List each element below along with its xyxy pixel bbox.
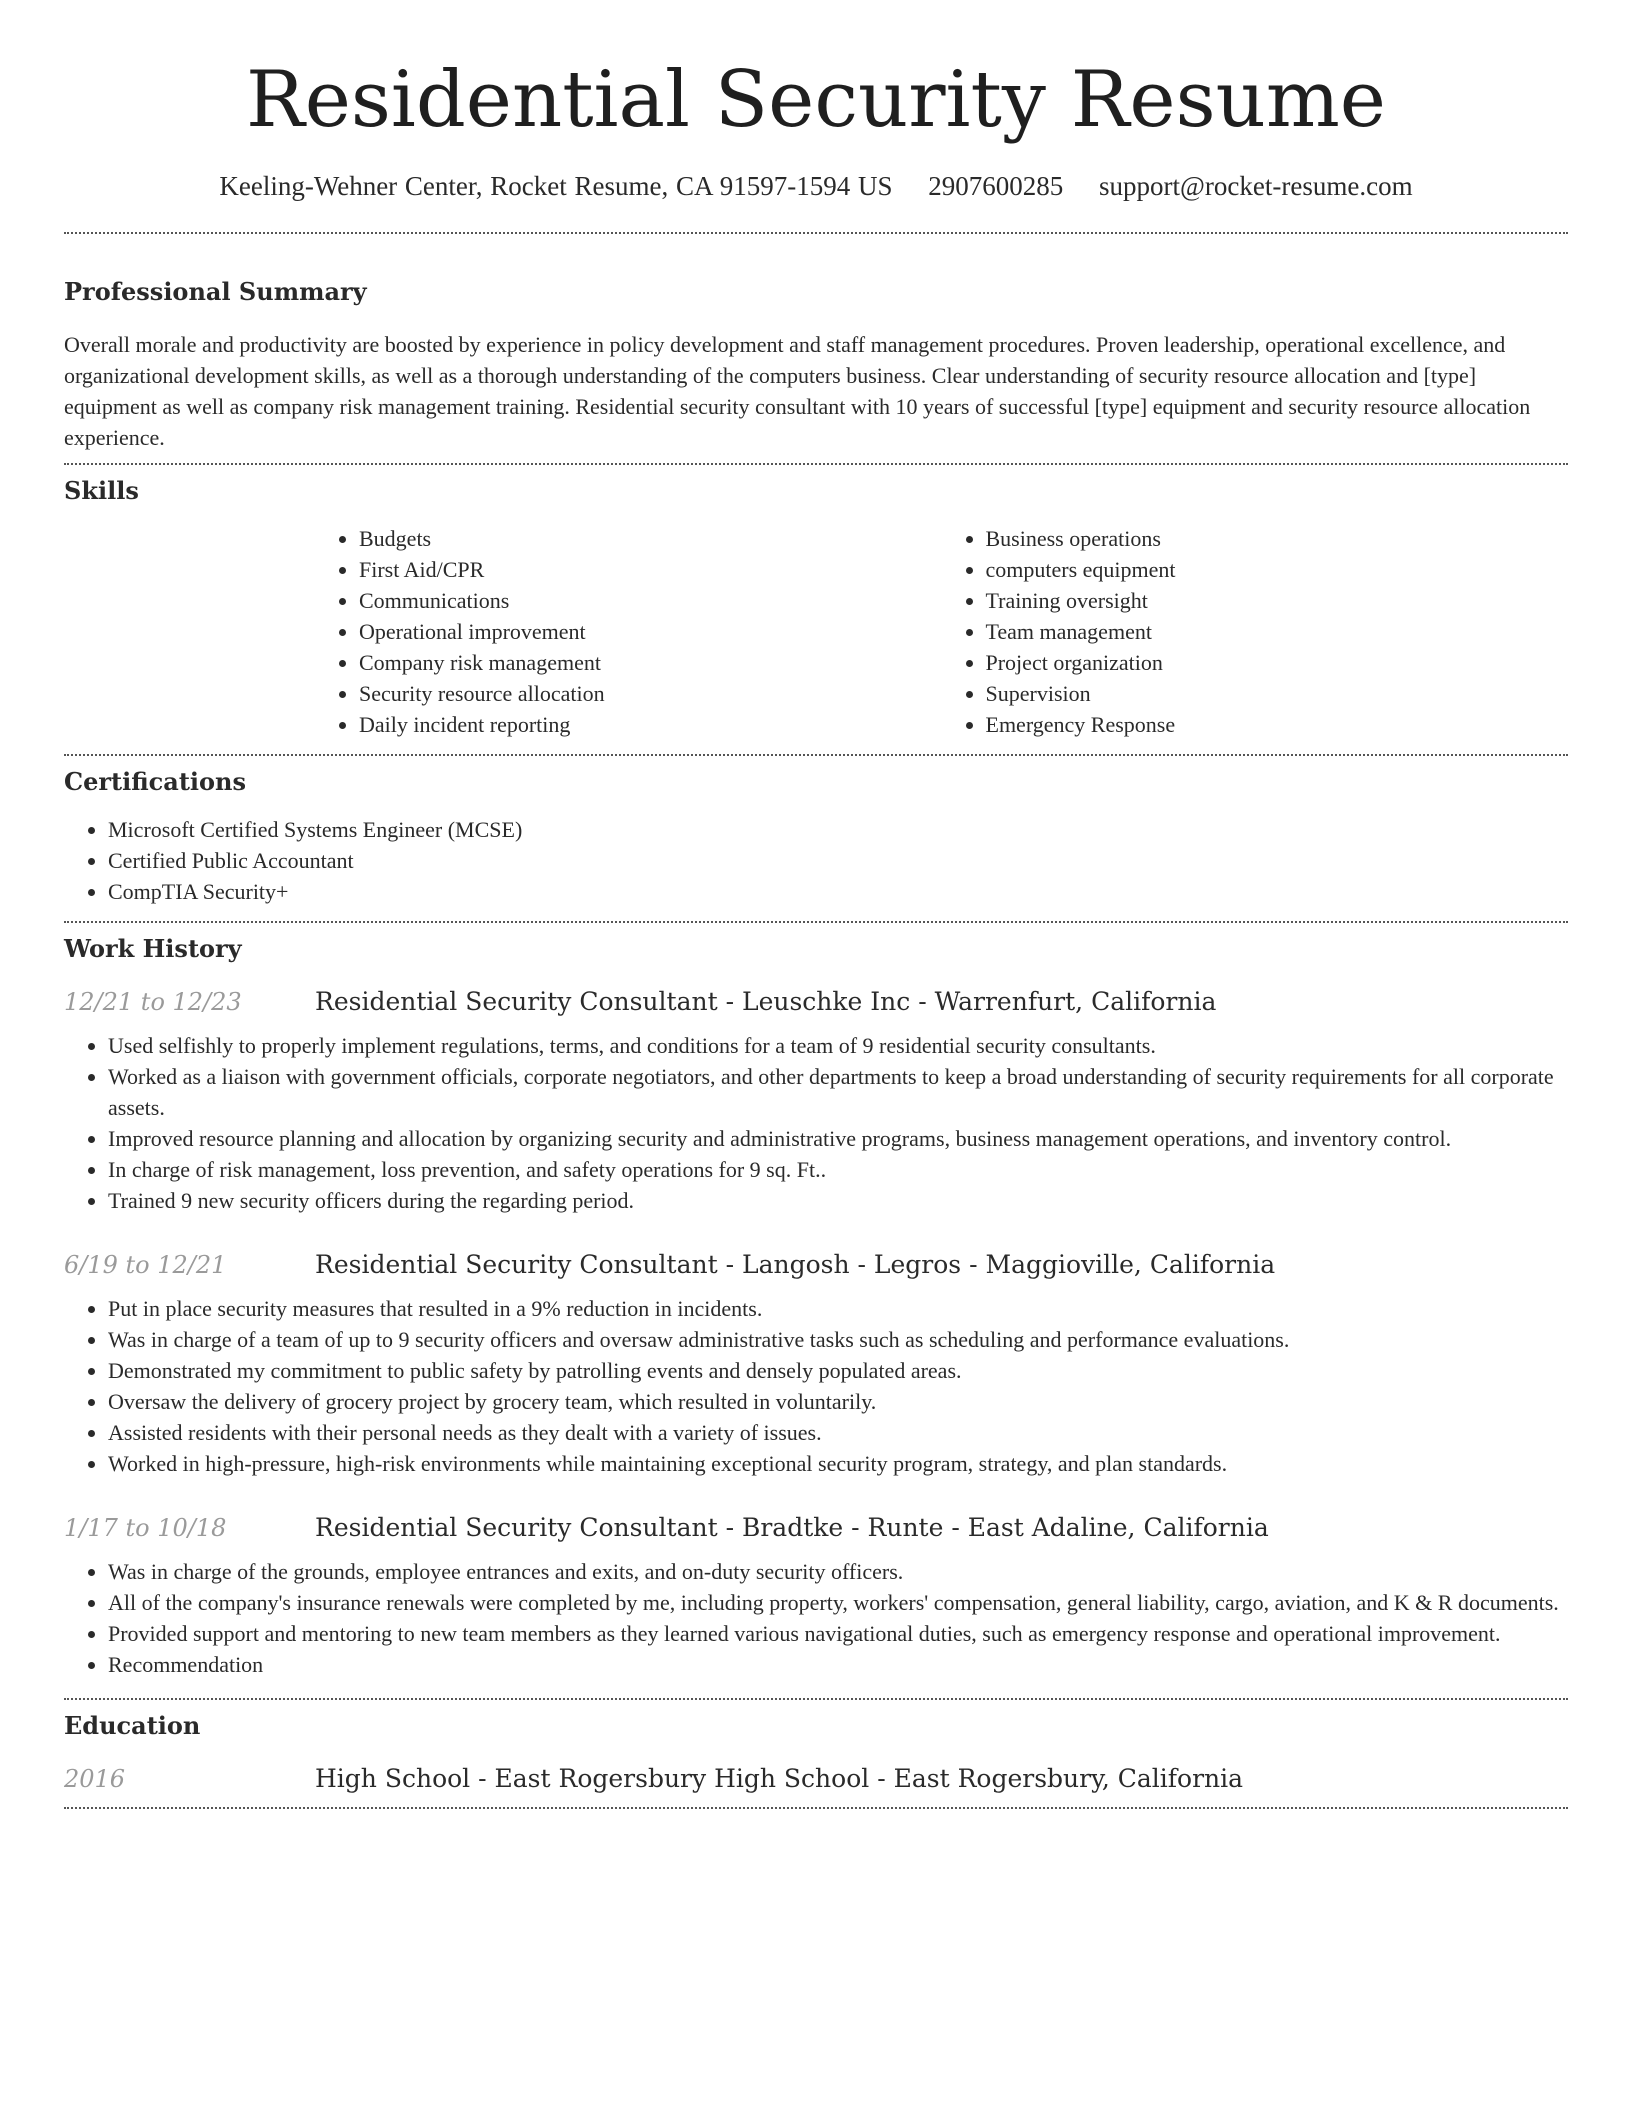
- skill-item: • Communications: [359, 585, 942, 616]
- education-title: High School - East Rogersbury High School - East Rogersbury, California: [315, 1764, 1244, 1793]
- job-entry: [64, 987, 1568, 1216]
- section-title-summary: Professional Summary: [64, 277, 367, 306]
- resume-title: Residential Security Resume: [246, 55, 1386, 145]
- job-bullet: • Demonstrated my commitment to public safety by patrolling events and densely populated areas.: [108, 1355, 1568, 1386]
- skill-item: • Emergency Response: [986, 709, 1569, 740]
- skills-list-right: [942, 523, 1569, 740]
- skill-item: • Daily incident reporting: [359, 709, 942, 740]
- job-date: 12/21 to 12/23: [64, 988, 242, 1016]
- skill-item: • Training oversight: [986, 585, 1569, 616]
- section-title-education: Education: [64, 1711, 201, 1740]
- certification-item: • Certified Public Accountant: [108, 845, 1568, 876]
- contact-address: Keeling-Wehner Center, Rocket Resume, CA 91597-1594 US: [219, 171, 893, 201]
- job-bullet: • Used selfishly to properly implement regulations, terms, and conditions for a team of 9 residential security consultants.: [108, 1030, 1568, 1061]
- job-bullets: [64, 1293, 1568, 1479]
- skill-item: • Company risk management: [359, 647, 942, 678]
- job-bullet: • In charge of risk management, loss prevention, and safety operations for 9 sq. Ft..: [108, 1154, 1568, 1185]
- divider: [64, 921, 1568, 923]
- job-header: [64, 987, 1568, 1016]
- section-title-skills: Skills: [64, 476, 139, 505]
- skill-item: • First Aid/CPR: [359, 554, 942, 585]
- job-bullet: • Assisted residents with their personal needs as they dealt with a variety of issues.: [108, 1417, 1568, 1448]
- skill-item: • Project organization: [986, 647, 1569, 678]
- job-bullet: • Put in place security measures that resulted in a 9% reduction in incidents.: [108, 1293, 1568, 1324]
- job-bullets: [64, 1556, 1568, 1680]
- certifications-list: [64, 814, 1568, 907]
- contact-line: [64, 170, 1568, 202]
- job-header: [64, 1250, 1568, 1279]
- skill-item: • computers equipment: [986, 554, 1569, 585]
- job-header: [64, 1513, 1568, 1542]
- skill-item: • Budgets: [359, 523, 942, 554]
- job-bullets: [64, 1030, 1568, 1216]
- certification-item: • CompTIA Security+: [108, 876, 1568, 907]
- job-bullet: • Was in charge of the grounds, employee entrances and exits, and on-duty security officers.: [108, 1556, 1568, 1587]
- job-date: 6/19 to 12/21: [64, 1251, 227, 1279]
- job-bullet: • Recommendation: [108, 1649, 1568, 1680]
- job-bullet: • Oversaw the delivery of grocery project by grocery team, which resulted in voluntarily.: [108, 1386, 1568, 1417]
- skill-item: • Business operations: [986, 523, 1569, 554]
- job-bullet: • Was in charge of a team of up to 9 security officers and oversaw administrative tasks such as scheduling and performance evaluations.: [108, 1324, 1568, 1355]
- section-title-work: Work History: [64, 934, 242, 963]
- section-title-certifications: Certifications: [64, 767, 247, 796]
- divider: [64, 232, 1568, 234]
- job-title: Residential Security Consultant - Bradtke - Runte - East Adaline, California: [315, 1513, 1269, 1542]
- contact-email: support@rocket-resume.com: [1099, 171, 1413, 201]
- job-bullet: • Improved resource planning and allocation by organizing security and administrative programs, business management operations, and inventory control.: [108, 1123, 1568, 1154]
- section-skills: [64, 475, 1568, 740]
- section-certifications: [64, 766, 1568, 907]
- section-summary: [64, 276, 1568, 453]
- education-date: 2016: [64, 1765, 126, 1793]
- job-bullet: • Provided support and mentoring to new team members as they learned various navigational duties, such as emergency response and operational improvement.: [108, 1618, 1568, 1649]
- summary-text: Overall morale and productivity are boosted by experience in policy development and staff management procedures. Proven leadership, operational excellence, and organizational development skills, as well as a thorough understanding of the computers business. Clear understanding of security resource allocation and [type] equipment as well as company risk management training. Residential security consultant with 10 years of successful [type] equipment and security resource allocation experience.: [64, 332, 1531, 450]
- job-bullet: • Worked in high-pressure, high-risk environments while maintaining exceptional security program, strategy, and plan standards.: [108, 1448, 1568, 1479]
- skills-grid: [315, 523, 1568, 740]
- section-work-history: [64, 933, 1568, 1680]
- job-title: Residential Security Consultant - Leuschke Inc - Warrenfurt, California: [315, 987, 1217, 1016]
- skill-item: • Supervision: [986, 678, 1569, 709]
- section-education: [64, 1710, 1568, 1793]
- job-entry: [64, 1250, 1568, 1479]
- job-entry: [64, 1513, 1568, 1680]
- divider: [64, 1698, 1568, 1700]
- divider: [64, 463, 1568, 465]
- job-bullet: • Worked as a liaison with government officials, corporate negotiators, and other departments to keep a broad understanding of security requirements for all corporate assets.: [108, 1061, 1568, 1123]
- divider: [64, 1807, 1568, 1809]
- skill-item: • Security resource allocation: [359, 678, 942, 709]
- divider: [64, 754, 1568, 756]
- job-bullet: • All of the company's insurance renewals were completed by me, including property, workers' compensation, general liability, cargo, aviation, and K & R documents.: [108, 1587, 1568, 1618]
- skill-item: • Team management: [986, 616, 1569, 647]
- contact-phone: 2907600285: [928, 171, 1064, 201]
- job-date: 1/17 to 10/18: [64, 1514, 227, 1542]
- job-bullet: • Trained 9 new security officers during the regarding period.: [108, 1185, 1568, 1216]
- education-entry: [64, 1764, 1568, 1793]
- skill-item: • Operational improvement: [359, 616, 942, 647]
- job-title: Residential Security Consultant - Langosh - Legros - Maggioville, California: [315, 1250, 1276, 1279]
- skills-list-left: [315, 523, 942, 740]
- resume-page: [64, 0, 1568, 1809]
- certification-item: • Microsoft Certified Systems Engineer (MCSE): [108, 814, 1568, 845]
